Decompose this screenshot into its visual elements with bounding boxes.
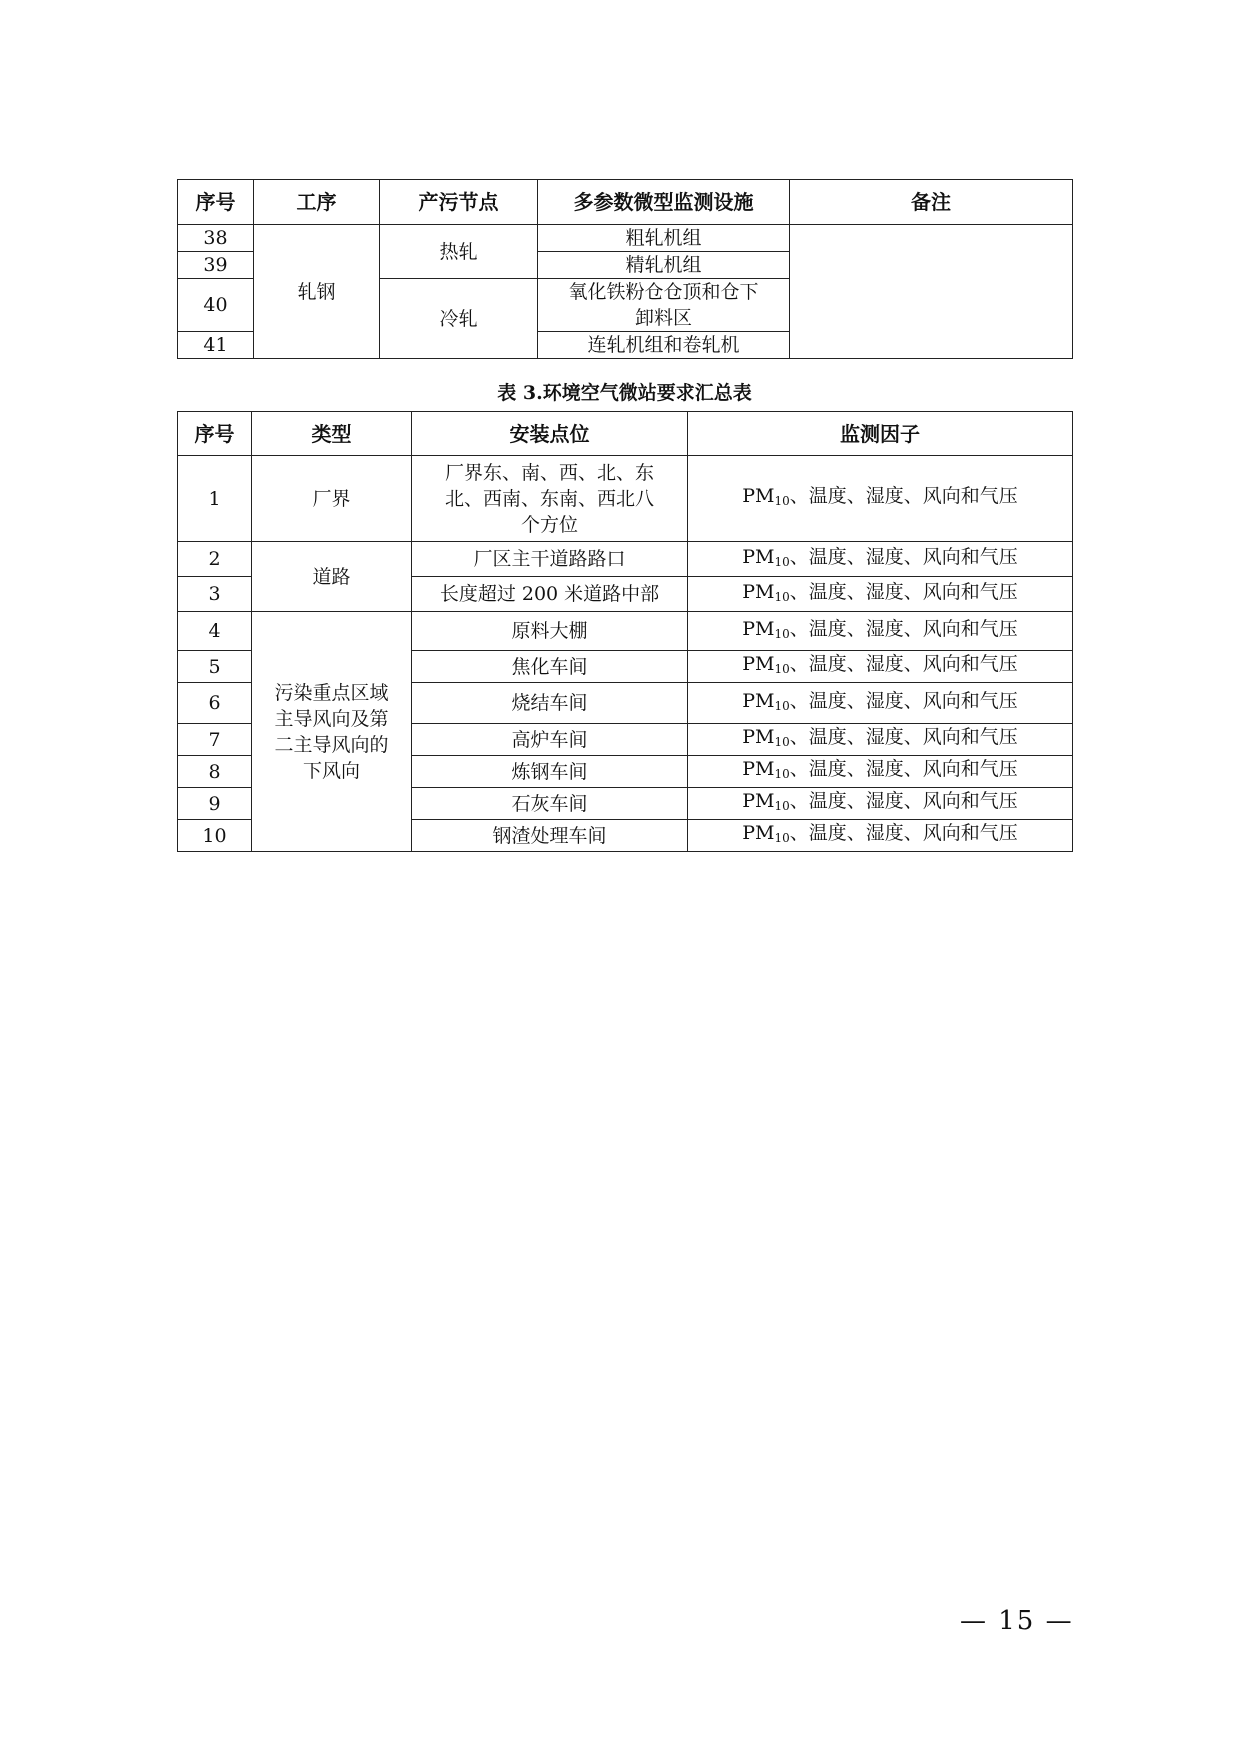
factor-rest: 、温度、湿度、风向和气压 [789,617,1018,640]
factor-pm: PM [742,485,775,507]
row-seq: 1 [178,456,252,542]
factor-pm-subscript: 10 [774,554,790,569]
header-type: 类型 [252,412,412,456]
factor-pm: PM [742,790,775,812]
header-location: 安装点位 [412,412,688,456]
factor-cell [688,683,1073,724]
factor-rest: 、温度、湿度、风向和气压 [789,653,1018,675]
factor-cell [688,612,1073,651]
type-line: 主导风向及第 [274,707,389,730]
table-row [178,612,1073,651]
location-cell: 厂区主干道路路口 [412,542,688,577]
factor-pm-subscript: 10 [774,494,790,508]
location-cell: 焦化车间 [412,651,688,683]
factor-pm: PM [742,758,775,780]
location-cell: 炼钢车间 [412,756,688,788]
page-number: — 15 — [960,1606,1074,1636]
factor-pm-subscript: 10 [774,831,790,845]
location-cell [412,456,688,542]
header-facility: 多参数微型监测设施 [538,180,790,225]
factor-pm-subscript: 10 [774,698,790,713]
row-seq: 39 [178,252,254,279]
process-cell: 轧钢 [254,225,380,359]
location-cell: 高炉车间 [412,724,688,756]
row-seq: 7 [178,724,252,756]
type-line: 二主导风向的 [274,733,389,756]
facility-cell: 连轧机组和卷轧机 [538,332,790,359]
table-header-row [178,412,1073,456]
factor-pm-subscript: 10 [774,626,790,641]
row-seq: 3 [178,577,252,612]
header-process: 工序 [254,180,380,225]
factor-pm: PM [742,822,775,844]
type-line: 污染重点区域 [274,681,389,704]
factor-cell [688,651,1073,683]
location-cell: 石灰车间 [412,788,688,820]
header-note: 备注 [790,180,1073,225]
factor-pm: PM [742,726,775,748]
facility-line: 氧化铁粉仓仓顶和仓下 [568,281,759,303]
table-header-row [178,180,1073,225]
header-seq: 序号 [178,180,254,225]
factor-cell [688,456,1073,542]
row-seq: 38 [178,225,254,252]
factor-cell [688,788,1073,820]
factor-rest: 、温度、湿度、风向和气压 [789,822,1018,844]
facility-cell: 精轧机组 [538,252,790,279]
row-seq: 9 [178,788,252,820]
factor-pm-subscript: 10 [774,799,790,813]
location-cell: 钢渣处理车间 [412,820,688,852]
location-cell: 烧结车间 [412,683,688,724]
row-seq: 2 [178,542,252,577]
row-seq: 8 [178,756,252,788]
table-row [178,542,1073,577]
factor-pm: PM [742,580,775,603]
type-cell: 道路 [252,542,412,612]
type-cell: 厂界 [252,456,412,542]
factor-rest: 、温度、湿度、风向和气压 [789,726,1018,748]
factor-pm-subscript: 10 [774,589,790,604]
location-cell: 长度超过 200 米道路中部 [412,577,688,612]
row-seq: 6 [178,683,252,724]
row-seq: 10 [178,820,252,852]
factor-cell [688,577,1073,612]
factor-rest: 、温度、湿度、风向和气压 [789,689,1018,712]
note-cell [790,225,1073,359]
facility-line: 卸料区 [634,307,692,329]
facility-cell [538,279,790,332]
factor-rest: 、温度、湿度、风向和气压 [789,485,1018,507]
type-cell-key-area [252,612,412,852]
factor-rest: 、温度、湿度、风向和气压 [789,758,1018,780]
node-cold-rolling: 冷轧 [380,279,538,359]
table-row [178,225,1073,252]
factor-cell [688,820,1073,852]
factor-pm-subscript: 10 [774,662,790,676]
monitoring-facility-table [177,179,1073,359]
location-line: 北、西南、东南、西北八 [444,487,654,510]
row-seq: 5 [178,651,252,683]
factor-cell [688,542,1073,577]
location-line: 个方位 [520,513,578,536]
row-seq: 40 [178,279,254,332]
factor-pm: PM [742,545,775,568]
factor-pm: PM [742,653,775,675]
location-cell: 原料大棚 [412,612,688,651]
table-caption: 表 3.环境空气微站要求汇总表 [497,382,752,404]
factor-pm-subscript: 10 [774,767,790,781]
factor-cell [688,724,1073,756]
header-seq: 序号 [178,412,252,456]
header-factors: 监测因子 [688,412,1073,456]
node-hot-rolling: 热轧 [380,225,538,279]
factor-rest: 、温度、湿度、风向和气压 [789,580,1018,603]
type-line: 下风向 [302,759,360,782]
row-seq: 41 [178,332,254,359]
factor-rest: 、温度、湿度、风向和气压 [789,790,1018,812]
factor-pm: PM [742,617,775,640]
factor-rest: 、温度、湿度、风向和气压 [789,545,1018,568]
factor-pm: PM [742,689,775,712]
table-row [178,456,1073,542]
air-station-requirements-table [177,411,1073,852]
factor-cell [688,756,1073,788]
header-pollution-node: 产污节点 [380,180,538,225]
location-line: 厂界东、南、西、北、东 [444,461,654,484]
facility-cell: 粗轧机组 [538,225,790,252]
row-seq: 4 [178,612,252,651]
factor-pm-subscript: 10 [774,735,790,749]
